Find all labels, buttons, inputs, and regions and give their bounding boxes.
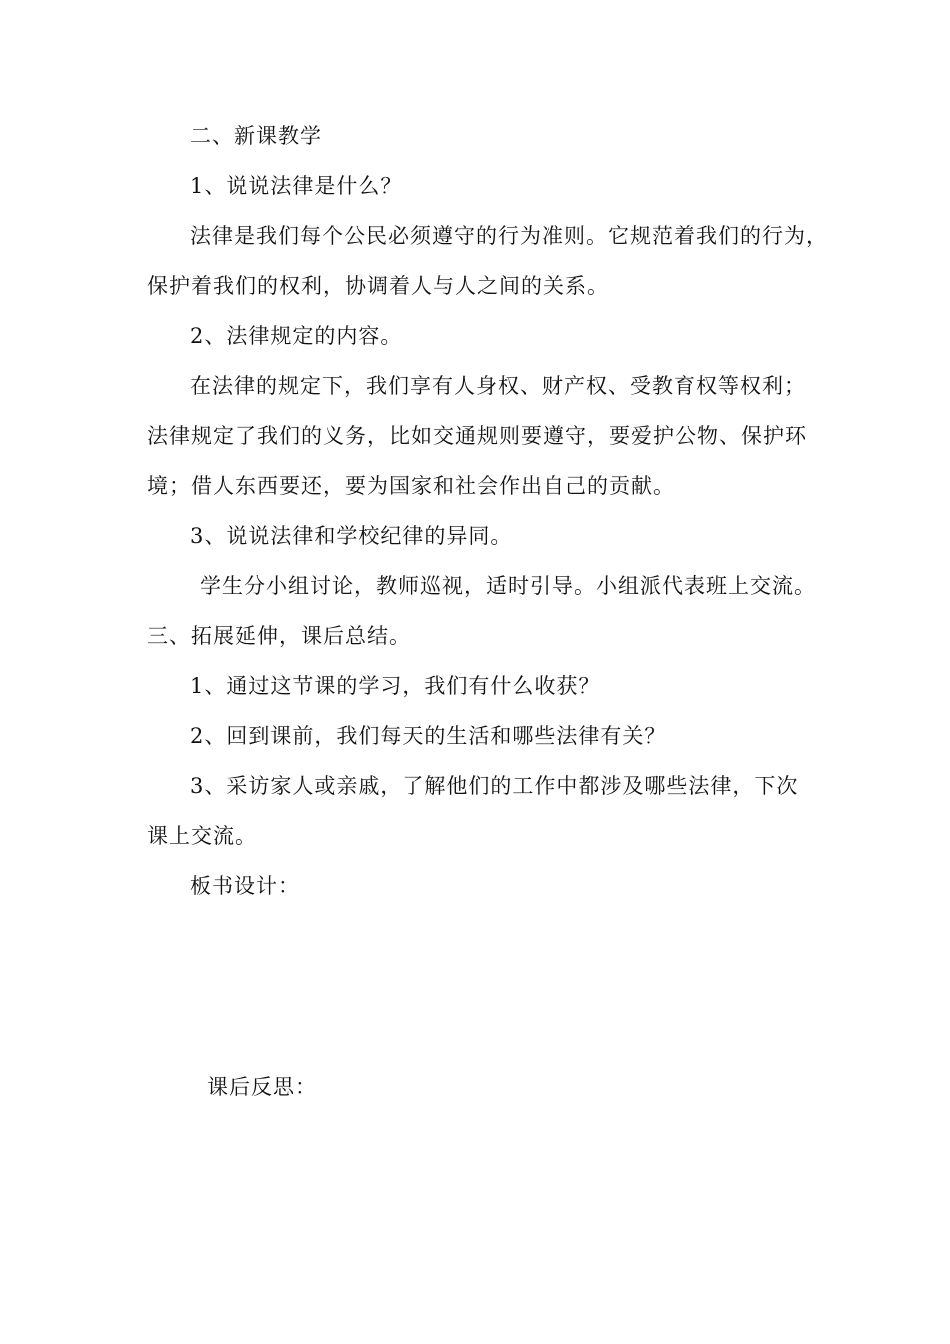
reflection-label: 课后反思：	[207, 1075, 317, 1099]
paragraph-line: 境；借人东西要还，要为国家和社会作出自己的贡献。	[147, 474, 675, 498]
paragraph-line: 3、采访家人或亲戚，了解他们的工作中都涉及哪些法律，下次	[190, 774, 799, 798]
paragraph-line: 保护着我们的权利，协调着人与人之间的关系。	[147, 274, 609, 298]
board-design-label: 板书设计：	[190, 874, 300, 898]
question-law-content: 2、法律规定的内容。	[190, 324, 403, 348]
paragraph-line: 课上交流。	[147, 824, 257, 848]
paragraph-line: 学生分小组讨论，教师巡视，适时引导。小组派代表班上交流。	[200, 574, 816, 598]
paragraph-line: 在法律的规定下，我们享有人身权、财产权、受教育权等权利；	[190, 374, 806, 398]
section-heading-new-lesson: 二、新课教学	[190, 124, 322, 148]
question-harvest: 1、通过这节课的学习，我们有什么收获？	[190, 674, 601, 698]
question-law-vs-school-rules: 3、说说法律和学校纪律的异同。	[190, 524, 513, 548]
question-what-is-law: 1、说说法律是什么？	[190, 174, 403, 198]
paragraph-line: 法律规定了我们的义务，比如交通规则要遵守，要爱护公物、保护环	[147, 424, 807, 448]
section-heading-extension: 三、拓展延伸，课后总结。	[147, 624, 411, 648]
question-daily-life-laws: 2、回到课前，我们每天的生活和哪些法律有关？	[190, 724, 667, 748]
paragraph-line: 法律是我们每个公民必须遵守的行为准则。它规范着我们的行为，	[190, 224, 828, 248]
